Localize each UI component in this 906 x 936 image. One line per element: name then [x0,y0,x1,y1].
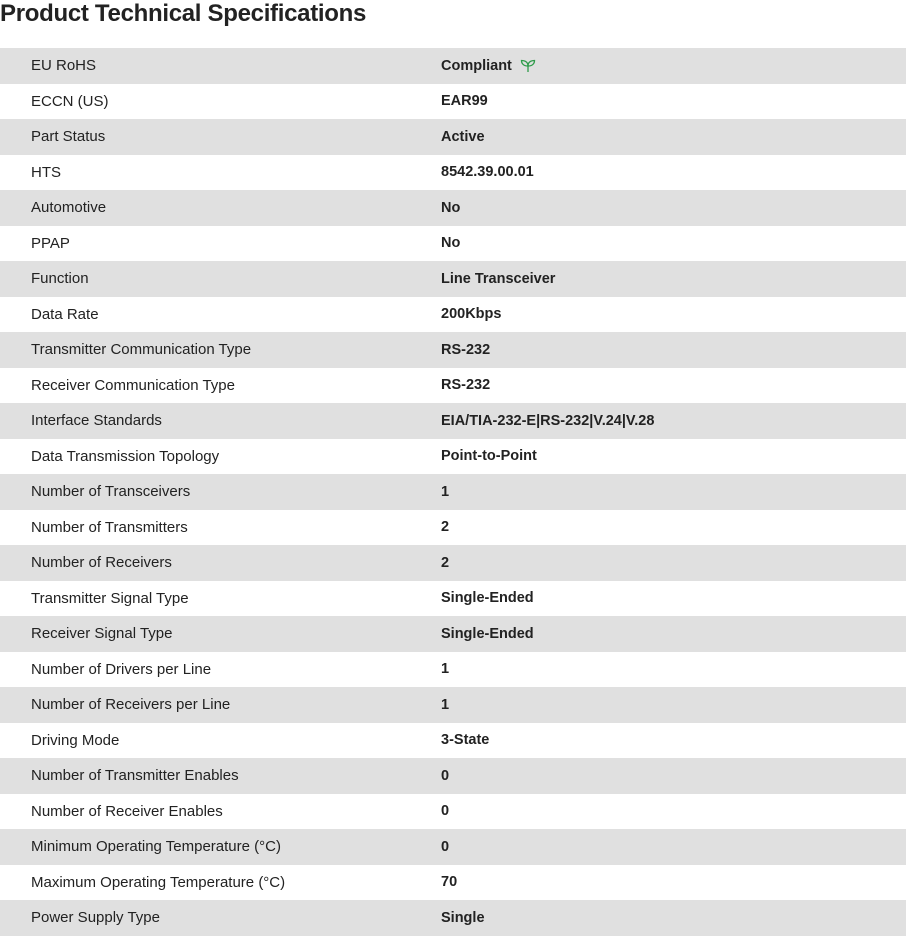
spec-value: 0 [441,803,450,820]
spec-value: 200Kbps [441,306,502,323]
spec-label: Power Supply Type [31,909,160,927]
spec-row-number-of-transmitter-enables [0,758,906,794]
spec-row-receiver-signal-type [0,616,906,652]
spec-value: 1 [441,483,450,500]
spec-value: Single-Ended [441,590,534,607]
spec-label: Number of Transmitter Enables [31,767,239,785]
spec-row-number-of-transceivers [0,474,906,510]
spec-label: Data Transmission Topology [31,447,220,465]
spec-row-hts [0,155,906,191]
spec-row-ppap [0,226,906,262]
spec-row-driving-mode [0,723,906,759]
spec-row-maximum-operating-temperature [0,865,906,901]
spec-label: Number of Receivers [31,554,172,572]
page-title: Product Technical Specifications [0,0,367,27]
spec-value: No [441,235,461,252]
spec-label: Number of Drivers per Line [31,660,212,678]
spec-row-power-supply-type [0,900,906,936]
spec-row-data-transmission-topology [0,439,906,475]
spec-value: 8542.39.00.01 [441,164,534,181]
spec-label: Automotive [31,199,107,217]
spec-label: Transmitter Communication Type [31,341,252,359]
spec-value: 1 [441,696,450,713]
spec-row-number-of-receivers [0,545,906,581]
spec-value: EAR99 [441,93,488,110]
spec-value: 3-State [441,732,490,749]
spec-label: Part Status [31,128,106,146]
spec-value: 0 [441,767,450,784]
spec-value: Single [441,909,485,926]
spec-label: Receiver Communication Type [31,376,235,394]
spec-row-interface-standards [0,403,906,439]
spec-label: Function [31,270,89,288]
spec-label: Number of Transmitters [31,518,188,536]
spec-label: Interface Standards [31,412,162,430]
spec-row-eu-rohs [0,48,906,84]
spec-label: EU RoHS [31,57,97,75]
spec-row-transmitter-communication-type [0,332,906,368]
spec-row-transmitter-signal-type [0,581,906,617]
spec-value: 1 [441,661,450,678]
spec-label: Maximum Operating Temperature (°C) [31,873,286,891]
spec-value: 2 [441,519,450,536]
spec-label: Number of Receivers per Line [31,696,231,714]
spec-label: Driving Mode [31,731,120,749]
spec-value: Line Transceiver [441,270,556,287]
spec-row-number-of-receiver-enables [0,794,906,830]
spec-row-data-rate [0,297,906,333]
spec-value: EIA/TIA-232-E|RS-232|V.24|V.28 [441,412,655,429]
spec-value: 2 [441,554,450,571]
leaf-icon [520,59,536,73]
spec-value-text: Compliant [441,57,512,74]
spec-row-eccn [0,84,906,120]
spec-row-receiver-communication-type [0,368,906,404]
spec-value [441,58,906,74]
spec-label: HTS [31,163,61,181]
spec-value: RS-232 [441,377,491,394]
spec-label: ECCN (US) [31,92,109,110]
spec-row-automotive [0,190,906,226]
spec-value: Point-to-Point [441,448,537,465]
spec-value: 0 [441,838,450,855]
spec-label: Number of Transceivers [31,483,191,501]
spec-value: RS-232 [441,341,491,358]
spec-label: Data Rate [31,305,99,323]
spec-label: Transmitter Signal Type [31,589,189,607]
spec-label: PPAP [31,234,70,252]
spec-row-number-of-drivers-per-line [0,652,906,688]
spec-label: Receiver Signal Type [31,625,173,643]
spec-label: Minimum Operating Temperature (°C) [31,838,281,856]
spec-row-function [0,261,906,297]
spec-value: Active [441,128,485,145]
spec-row-minimum-operating-temperature [0,829,906,865]
spec-value: No [441,199,461,216]
spec-label: Number of Receiver Enables [31,802,223,820]
spec-value: 70 [441,874,458,891]
spec-row-number-of-receivers-per-line [0,687,906,723]
spec-table [0,48,906,936]
spec-row-part-status [0,119,906,155]
spec-row-number-of-transmitters [0,510,906,546]
spec-value: Single-Ended [441,625,534,642]
